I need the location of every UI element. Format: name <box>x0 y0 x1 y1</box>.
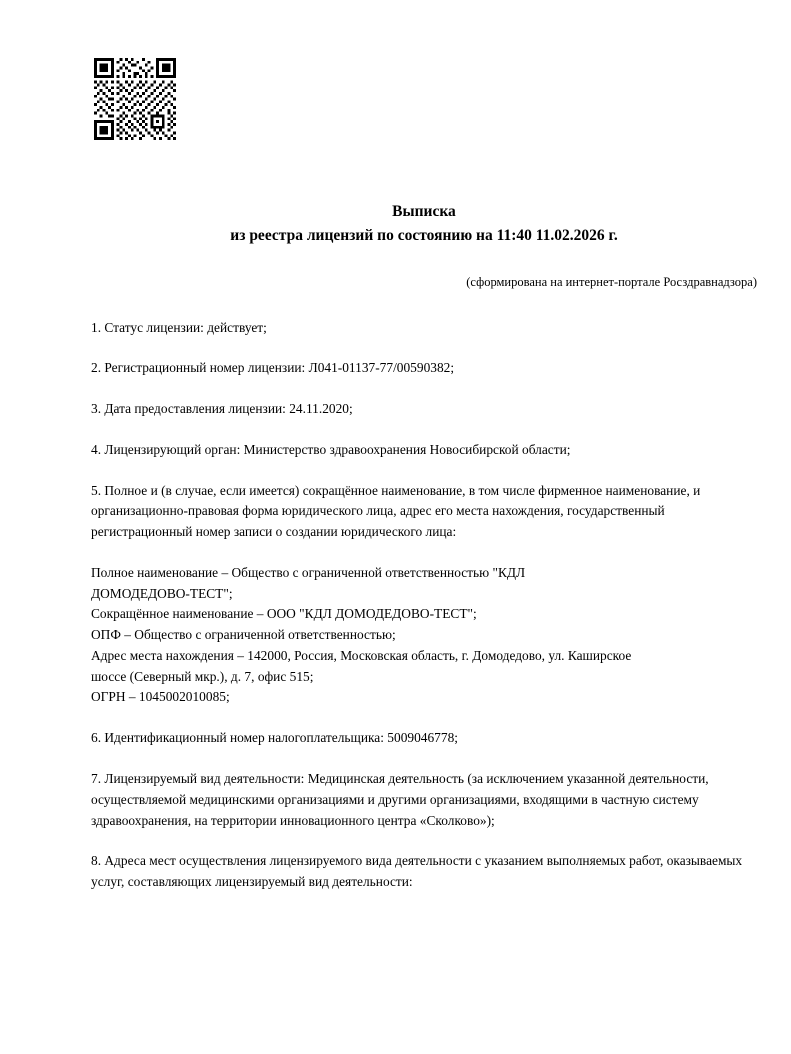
title-line-1: Выписка <box>392 203 456 220</box>
entity-details-line: ОПФ – Общество с ограниченной ответственностью; <box>91 627 396 643</box>
entity-details-line: ОГРН – 1045002010085; <box>91 689 230 705</box>
qr-code-icon <box>94 58 176 140</box>
item-status: 1. Статус лицензии: действует; <box>91 319 267 335</box>
entity-details-line: Полное наименование – Общество с ограниченной ответственностью "КДЛ <box>91 564 526 580</box>
document-items <box>91 318 757 893</box>
item-inn: 6. Идентификационный номер налогоплательщика: 5009046778; <box>91 730 458 746</box>
entity-details-line: ДОМОДЕДОВО-ТЕСТ"; <box>91 585 233 601</box>
title-line-2: из реестра лицензий по состоянию на 11:40 11.02.2026 г. <box>230 227 618 245</box>
item-registration-number: 2. Регистрационный номер лицензии: Л041-01137-77/00590382; <box>91 360 455 376</box>
item-activity-type: 7. Лицензируемый вид деятельности: Медицинская деятельность (за исключением указанной деятельности, осуществляемой медицинскими организациями и другими организациями, входящими в частную систему здравоохранения, на территории инновационного центра «Сколково»); <box>91 771 709 828</box>
qr-code-svg <box>94 58 176 140</box>
item-addresses: 8. Адреса мест осуществления лицензируемого вида деятельности с указанием выполняемых работ, оказываемых услуг, составляющих лицензируемый вид деятельности: <box>91 853 743 890</box>
entity-details-line: Адрес места нахождения – 142000, Россия, Московская область, г. Домодедово, ул. Каширское <box>91 647 632 663</box>
entity-details <box>91 563 757 708</box>
entity-details-line: шоссе (Северный мкр.), д. 7, офис 515; <box>91 668 314 684</box>
document-body <box>91 200 757 913</box>
item-grant-date: 3. Дата предоставления лицензии: 24.11.2020; <box>91 401 353 417</box>
document-title <box>91 200 757 248</box>
item-entity-info-header: 5. Полное и (в случае, если имеется) сокращённое наименование, в том числе фирменное наименование, и организационно-правовая форма юридического лица, адрес его места нахождения, государственный регистрационный номер записи о создании юридического лица: <box>91 482 701 540</box>
item-licensing-authority: 4. Лицензирующий орган: Министерство здравоохранения Новосибирской области; <box>91 441 571 457</box>
entity-details-line: Сокращённое наименование – ООО "КДЛ ДОМОДЕДОВО-ТЕСТ"; <box>91 606 477 622</box>
formed-note: (сформирована на интернет-портале Росздравнадзора) <box>466 275 757 290</box>
